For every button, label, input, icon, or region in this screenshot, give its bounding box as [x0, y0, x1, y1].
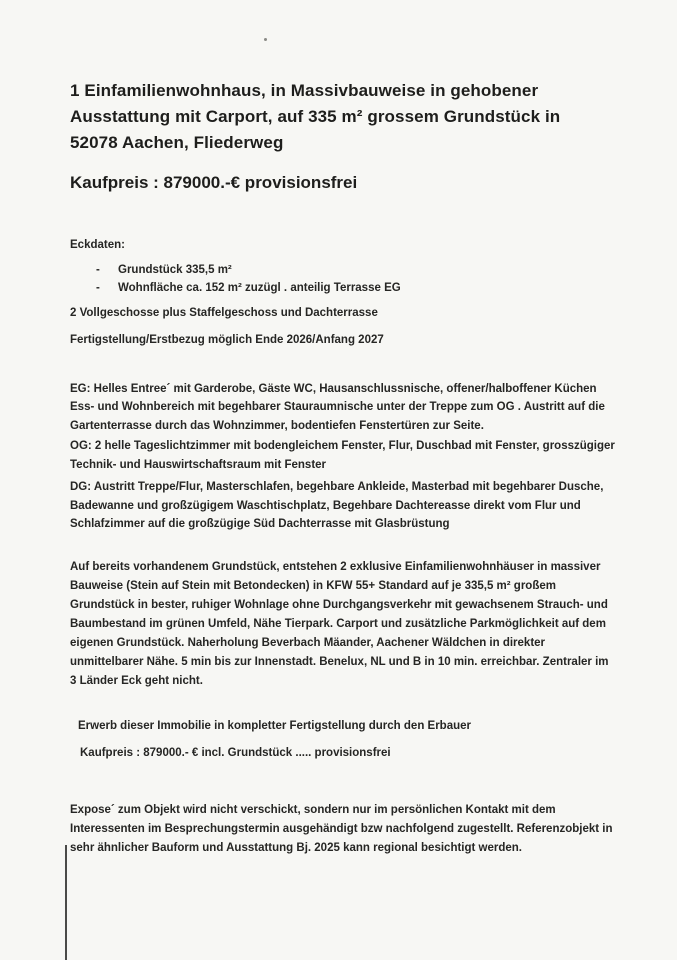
bullet-marker: -	[96, 263, 100, 276]
title-line-2: Ausstattung mit Carport, auf 335 m² grossem Grundstück in	[70, 107, 561, 126]
paragraph-og: OG: 2 helle Tageslichtzimmer mit bodengleichem Fenster, Flur, Duschbad mit Fenster, grosszügiger Technik- und Hauswirtschaftsraum mit Fenster	[70, 440, 615, 471]
paragraph-description: Auf bereits vorhandenem Grundstück, entstehen 2 exklusive Einfamilienwohnhäuser in massiver Bauweise (Stein auf Stein mit Betondecken) in KFW 55+ Standard auf je 335,5 m² großem Grundstück in bester, ruhiger Wohnlage ohne Durchgangsverkehr mit gewachsenem Strauch- und Baumbestand im grünen Umfeld, Nähe Tierpark. Carport und zusätzliche Parkmöglichkeit auf dem eigenen Grundstück. Naherholung Beverbach Mäander, Aachener Wäldchen in direkter unmittelbarer Nähe. 5 min bis zur Innenstadt. Benelux, NL und B in 10 min. erreichbar. Zentraler im 3 Länder Eck geht nicht.	[70, 560, 609, 687]
bullet-text: Wohnfläche ca. 152 m² zuzügl . anteilig Terrasse EG	[118, 282, 401, 294]
line-kaufpreis-incl: Kaufpreis : 879000.- € incl. Grundstück ..... provisionsfrei	[80, 747, 391, 759]
eckdaten-bullet-list	[70, 261, 615, 298]
line-vollgeschosse: 2 Vollgeschosse plus Staffelgeschoss und Dachterrasse	[70, 306, 378, 319]
title-line-1: 1 Einfamilienwohnhaus, in Massivbauweise in gehobener	[70, 81, 539, 100]
document-title	[70, 78, 615, 156]
paragraph-eg: EG: Helles Entree´ mit Garderobe, Gäste WC, Hausanschlussnische, offener/halboffener Küchen Ess- und Wohnbereich mit begehbarer Stauraumnische unter der Treppe zum OG . Austritt auf die Gartenterrasse durch das Wohnzimmer, bodentiefen Fenstertüren zur Seite.	[70, 382, 605, 432]
price-headline: Kaufpreis : 879000.-€ provisionsfrei	[70, 173, 358, 192]
paragraph-dg: DG: Austritt Treppe/Flur, Masterschlafen, begehbare Ankleide, Masterbad mit begehbarer Dusche, Badewanne und großzügigem Waschtischplatz, Begehbare Dachtereasse direkt vom Flur und Schlafzimmer auf die großzügige Süd Dachterrasse mit Glasbrüstung	[70, 481, 604, 530]
bullet-item	[70, 261, 615, 280]
paragraph-expose: Expose´ zum Objekt wird nicht verschickt, sondern nur im persönlichen Kontakt mit dem Interessenten im Besprechungstermin ausgehändigt bzw nachfolgend zugestellt. Referenzobjekt in sehr ähnlicher Bauform und Ausstattung Bj. 2025 kann regional besichtigt werden.	[70, 803, 613, 854]
line-erwerb: Erwerb dieser Immobilie in kompletter Fertigstellung durch den Erbauer	[78, 719, 471, 732]
scan-artifact-line	[65, 845, 67, 960]
title-line-3: 52078 Aachen, Fliederweg	[70, 133, 284, 152]
bullet-text: Grundstück 335,5 m²	[118, 263, 232, 276]
line-fertigstellung: Fertigstellung/Erstbezug möglich Ende 2026/Anfang 2027	[70, 334, 384, 346]
bullet-item	[70, 279, 615, 298]
eckdaten-heading: Eckdaten:	[70, 239, 125, 251]
bullet-marker: -	[96, 282, 100, 294]
